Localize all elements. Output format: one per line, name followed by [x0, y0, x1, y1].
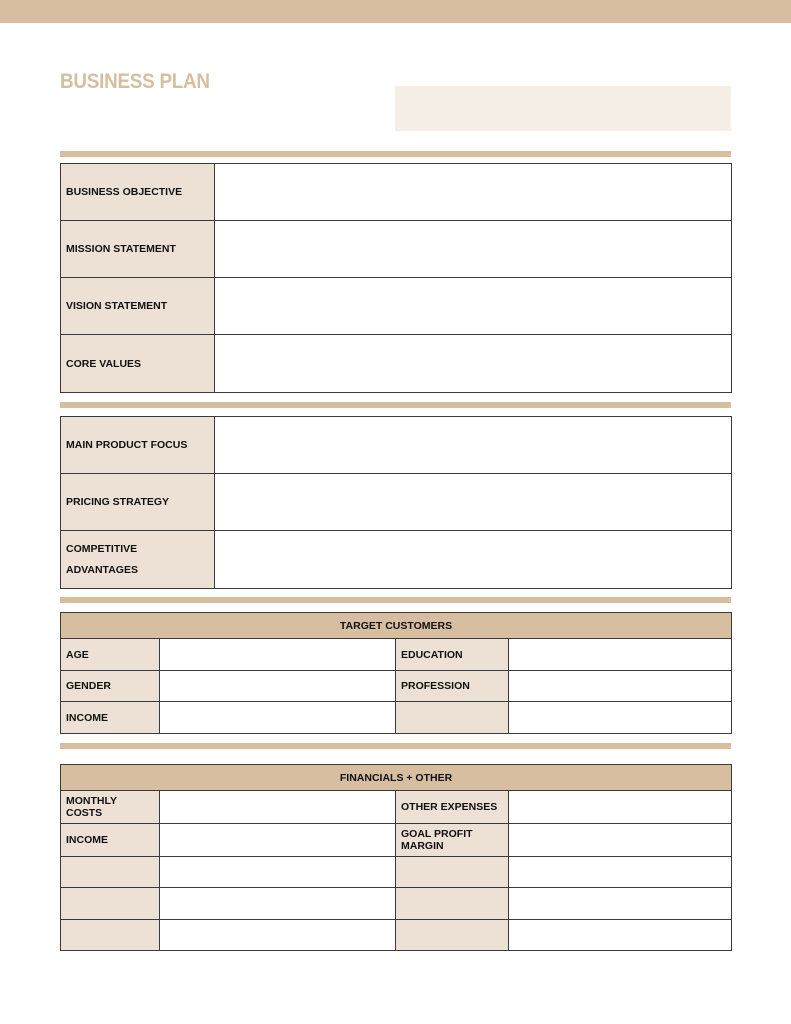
table-row	[61, 613, 732, 639]
table-row	[61, 474, 732, 531]
blank-field[interactable]	[509, 920, 732, 951]
blank-label	[396, 920, 509, 951]
blank-label	[61, 888, 160, 920]
business-objective-label: BUSINESS OBJECTIVE	[61, 164, 215, 221]
blank-field[interactable]	[509, 857, 732, 888]
education-label: EDUCATION	[396, 639, 509, 671]
table-row	[61, 278, 732, 335]
table-row	[61, 335, 732, 393]
blank-field[interactable]	[509, 702, 732, 734]
table-row	[61, 791, 732, 824]
vision-statement-field[interactable]	[215, 278, 732, 335]
table-row	[61, 671, 732, 702]
competitive-advantages-label: COMPETITIVE ADVANTAGES	[61, 531, 215, 589]
table-row	[61, 920, 732, 951]
monthly-costs-label: MONTHLY COSTS	[61, 791, 160, 824]
table-row	[61, 417, 732, 474]
other-expenses-label: OTHER EXPENSES	[396, 791, 509, 824]
target-customers-table	[60, 612, 732, 734]
table-row	[61, 888, 732, 920]
section-divider-1	[60, 151, 731, 157]
blank-label	[396, 888, 509, 920]
top-color-band	[0, 0, 791, 23]
core-values-field[interactable]	[215, 335, 732, 393]
business-objective-field[interactable]	[215, 164, 732, 221]
gender-field[interactable]	[160, 671, 396, 702]
blank-field[interactable]	[509, 888, 732, 920]
table-row	[61, 164, 732, 221]
vision-statement-label: VISION STATEMENT	[61, 278, 215, 335]
profession-field[interactable]	[509, 671, 732, 702]
pricing-strategy-field[interactable]	[215, 474, 732, 531]
blank-label	[61, 857, 160, 888]
table-row	[61, 221, 732, 278]
table-row	[61, 531, 732, 589]
title-input-box[interactable]	[395, 86, 731, 131]
profession-label: PROFESSION	[396, 671, 509, 702]
business-overview-table	[60, 163, 732, 393]
income-label: INCOME	[61, 702, 160, 734]
table-row	[61, 765, 732, 791]
blank-label	[396, 702, 509, 734]
table-row	[61, 639, 732, 671]
core-values-label: CORE VALUES	[61, 335, 215, 393]
table-row	[61, 702, 732, 734]
mission-statement-label: MISSION STATEMENT	[61, 221, 215, 278]
gender-label: GENDER	[61, 671, 160, 702]
main-product-focus-field[interactable]	[215, 417, 732, 474]
blank-label	[61, 920, 160, 951]
other-expenses-field[interactable]	[509, 791, 732, 824]
age-label: AGE	[61, 639, 160, 671]
income-field[interactable]	[160, 702, 396, 734]
goal-profit-margin-label: GOAL PROFIT MARGIN	[396, 824, 509, 857]
financial-income-label: INCOME	[61, 824, 160, 857]
table-row	[61, 824, 732, 857]
blank-field[interactable]	[160, 888, 396, 920]
education-field[interactable]	[509, 639, 732, 671]
main-product-focus-label: MAIN PRODUCT FOCUS	[61, 417, 215, 474]
monthly-costs-field[interactable]	[160, 791, 396, 824]
target-customers-header: TARGET CUSTOMERS	[61, 613, 732, 639]
financials-table	[60, 764, 732, 951]
product-strategy-table	[60, 416, 732, 589]
blank-field[interactable]	[160, 920, 396, 951]
financials-header: FINANCIALS + OTHER	[61, 765, 732, 791]
pricing-strategy-label: PRICING STRATEGY	[61, 474, 215, 531]
mission-statement-field[interactable]	[215, 221, 732, 278]
blank-label	[396, 857, 509, 888]
competitive-advantages-field[interactable]	[215, 531, 732, 589]
section-divider-3	[60, 597, 731, 603]
blank-field[interactable]	[160, 857, 396, 888]
section-divider-4	[60, 743, 731, 749]
goal-profit-margin-field[interactable]	[509, 824, 732, 857]
table-row	[61, 857, 732, 888]
financial-income-field[interactable]	[160, 824, 396, 857]
age-field[interactable]	[160, 639, 396, 671]
page-title: BUSINESS PLAN	[60, 70, 210, 93]
section-divider-2	[60, 402, 731, 408]
